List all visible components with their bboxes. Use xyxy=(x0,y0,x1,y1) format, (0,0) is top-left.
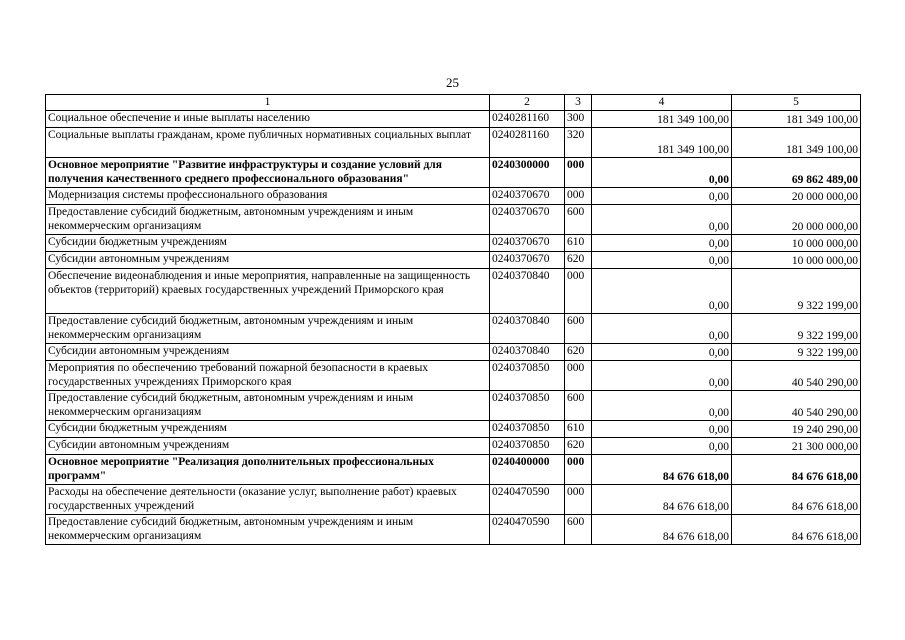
budget-table xyxy=(45,94,861,545)
table-row xyxy=(46,515,861,545)
row-sum2-cell: 21 300 000,00 xyxy=(732,438,861,455)
table-row xyxy=(46,269,861,314)
row-type-cell: 000 xyxy=(565,158,592,188)
row-sum2-cell: 40 540 290,00 xyxy=(732,361,861,391)
row-code-cell: 0240370840 xyxy=(490,314,565,344)
page-number: 25 xyxy=(446,75,459,90)
row-name-cell: Социальные выплаты гражданам, кроме публичных нормативных социальных выплат xyxy=(46,128,490,158)
row-sum2-cell: 9 322 199,00 xyxy=(732,344,861,361)
row-name-cell: Модернизация системы профессионального образования xyxy=(46,188,490,205)
header-cell-sum2: 5 xyxy=(732,95,861,111)
row-sum1-cell: 0,00 xyxy=(592,314,732,344)
row-type-cell: 620 xyxy=(565,252,592,269)
row-sum2-cell: 9 322 199,00 xyxy=(732,314,861,344)
row-code-cell: 0240370850 xyxy=(490,438,565,455)
table-row xyxy=(46,205,861,235)
row-sum2-cell: 19 240 290,00 xyxy=(732,421,861,438)
row-type-cell: 610 xyxy=(565,421,592,438)
row-sum2-cell: 181 349 100,00 xyxy=(732,128,861,158)
table-row xyxy=(46,252,861,269)
row-type-cell: 600 xyxy=(565,314,592,344)
row-sum2-cell: 10 000 000,00 xyxy=(732,235,861,252)
table-header-row xyxy=(46,95,861,111)
row-name-cell: Расходы на обеспечение деятельности (оказание услуг, выполнение работ) краевых государственных учреждений xyxy=(46,485,490,515)
header-cell-type: 3 xyxy=(565,95,592,111)
row-sum1-cell: 84 676 618,00 xyxy=(592,455,732,485)
row-name-cell: Субсидии бюджетным учреждениям xyxy=(46,421,490,438)
table-row xyxy=(46,158,861,188)
row-sum1-cell: 0,00 xyxy=(592,344,732,361)
row-sum2-cell: 20 000 000,00 xyxy=(732,188,861,205)
row-type-cell: 000 xyxy=(565,269,592,314)
row-sum1-cell: 0,00 xyxy=(592,235,732,252)
row-name-cell: Предоставление субсидий бюджетным, автономным учреждениям и иным некоммерческим организациям xyxy=(46,205,490,235)
row-sum1-cell: 0,00 xyxy=(592,361,732,391)
row-sum2-cell: 9 322 199,00 xyxy=(732,269,861,314)
row-sum1-cell: 0,00 xyxy=(592,391,732,421)
row-name-cell: Предоставление субсидий бюджетным, автономным учреждениям и иным некоммерческим организациям xyxy=(46,515,490,545)
row-code-cell: 0240370670 xyxy=(490,188,565,205)
row-code-cell: 0240370670 xyxy=(490,235,565,252)
table-row xyxy=(46,188,861,205)
row-sum2-cell: 84 676 618,00 xyxy=(732,455,861,485)
row-sum1-cell: 0,00 xyxy=(592,188,732,205)
row-type-cell: 610 xyxy=(565,235,592,252)
row-type-cell: 600 xyxy=(565,515,592,545)
table-row xyxy=(46,391,861,421)
row-code-cell: 0240370850 xyxy=(490,391,565,421)
row-sum2-cell: 40 540 290,00 xyxy=(732,391,861,421)
row-code-cell: 0240300000 xyxy=(490,158,565,188)
row-type-cell: 300 xyxy=(565,111,592,128)
row-code-cell: 0240470590 xyxy=(490,515,565,545)
row-sum2-cell: 10 000 000,00 xyxy=(732,252,861,269)
table-row xyxy=(46,485,861,515)
row-type-cell: 000 xyxy=(565,455,592,485)
header-cell-code: 2 xyxy=(490,95,565,111)
row-name-cell: Социальное обеспечение и иные выплаты населению xyxy=(46,111,490,128)
row-sum1-cell: 0,00 xyxy=(592,421,732,438)
table-row xyxy=(46,361,861,391)
row-type-cell: 000 xyxy=(565,188,592,205)
row-sum1-cell: 0,00 xyxy=(592,158,732,188)
row-name-cell: Основное мероприятие "Развитие инфраструктуры и создание условий для получения качественного среднего профессионального образования" xyxy=(46,158,490,188)
row-type-cell: 620 xyxy=(565,344,592,361)
table-row xyxy=(46,128,861,158)
row-sum1-cell: 0,00 xyxy=(592,252,732,269)
row-sum1-cell: 0,00 xyxy=(592,269,732,314)
row-code-cell: 0240370670 xyxy=(490,205,565,235)
row-sum1-cell: 84 676 618,00 xyxy=(592,485,732,515)
table-row xyxy=(46,111,861,128)
row-type-cell: 320 xyxy=(565,128,592,158)
row-code-cell: 0240370850 xyxy=(490,361,565,391)
row-sum2-cell: 20 000 000,00 xyxy=(732,205,861,235)
row-code-cell: 0240370840 xyxy=(490,344,565,361)
row-sum2-cell: 84 676 618,00 xyxy=(732,485,861,515)
row-type-cell: 000 xyxy=(565,485,592,515)
row-sum1-cell: 181 349 100,00 xyxy=(592,128,732,158)
header-cell-sum1: 4 xyxy=(592,95,732,111)
table-row xyxy=(46,344,861,361)
row-code-cell: 0240470590 xyxy=(490,485,565,515)
header-cell-name: 1 xyxy=(46,95,490,111)
row-sum2-cell: 84 676 618,00 xyxy=(732,515,861,545)
row-code-cell: 0240281160 xyxy=(490,128,565,158)
row-sum2-cell: 69 862 489,00 xyxy=(732,158,861,188)
row-name-cell: Основное мероприятие "Реализация дополнительных профессиональных программ" xyxy=(46,455,490,485)
table-row xyxy=(46,235,861,252)
row-type-cell: 600 xyxy=(565,205,592,235)
row-code-cell: 0240281160 xyxy=(490,111,565,128)
row-name-cell: Обеспечение видеонаблюдения и иные мероприятия, направленные на защищенность объектов (территорий) краевых государственных учреждений Приморского края xyxy=(46,269,490,314)
row-code-cell: 0240370670 xyxy=(490,252,565,269)
row-code-cell: 0240370840 xyxy=(490,269,565,314)
row-name-cell: Предоставление субсидий бюджетным, автономным учреждениям и иным некоммерческим организациям xyxy=(46,314,490,344)
row-sum1-cell: 84 676 618,00 xyxy=(592,515,732,545)
row-name-cell: Субсидии автономным учреждениям xyxy=(46,438,490,455)
row-type-cell: 600 xyxy=(565,391,592,421)
row-sum2-cell: 181 349 100,00 xyxy=(732,111,861,128)
row-code-cell: 0240370850 xyxy=(490,421,565,438)
row-sum1-cell: 0,00 xyxy=(592,438,732,455)
row-type-cell: 620 xyxy=(565,438,592,455)
row-name-cell: Субсидии автономным учреждениям xyxy=(46,252,490,269)
row-sum1-cell: 0,00 xyxy=(592,205,732,235)
row-name-cell: Предоставление субсидий бюджетным, автономным учреждениям и иным некоммерческим организациям xyxy=(46,391,490,421)
row-name-cell: Субсидии автономным учреждениям xyxy=(46,344,490,361)
row-type-cell: 000 xyxy=(565,361,592,391)
row-code-cell: 0240400000 xyxy=(490,455,565,485)
table-row xyxy=(46,438,861,455)
table-row xyxy=(46,421,861,438)
table-row xyxy=(46,455,861,485)
row-name-cell: Мероприятия по обеспечению требований пожарной безопасности в краевых государственных учреждениях Приморского края xyxy=(46,361,490,391)
table-row xyxy=(46,314,861,344)
row-name-cell: Субсидии бюджетным учреждениям xyxy=(46,235,490,252)
row-sum1-cell: 181 349 100,00 xyxy=(592,111,732,128)
